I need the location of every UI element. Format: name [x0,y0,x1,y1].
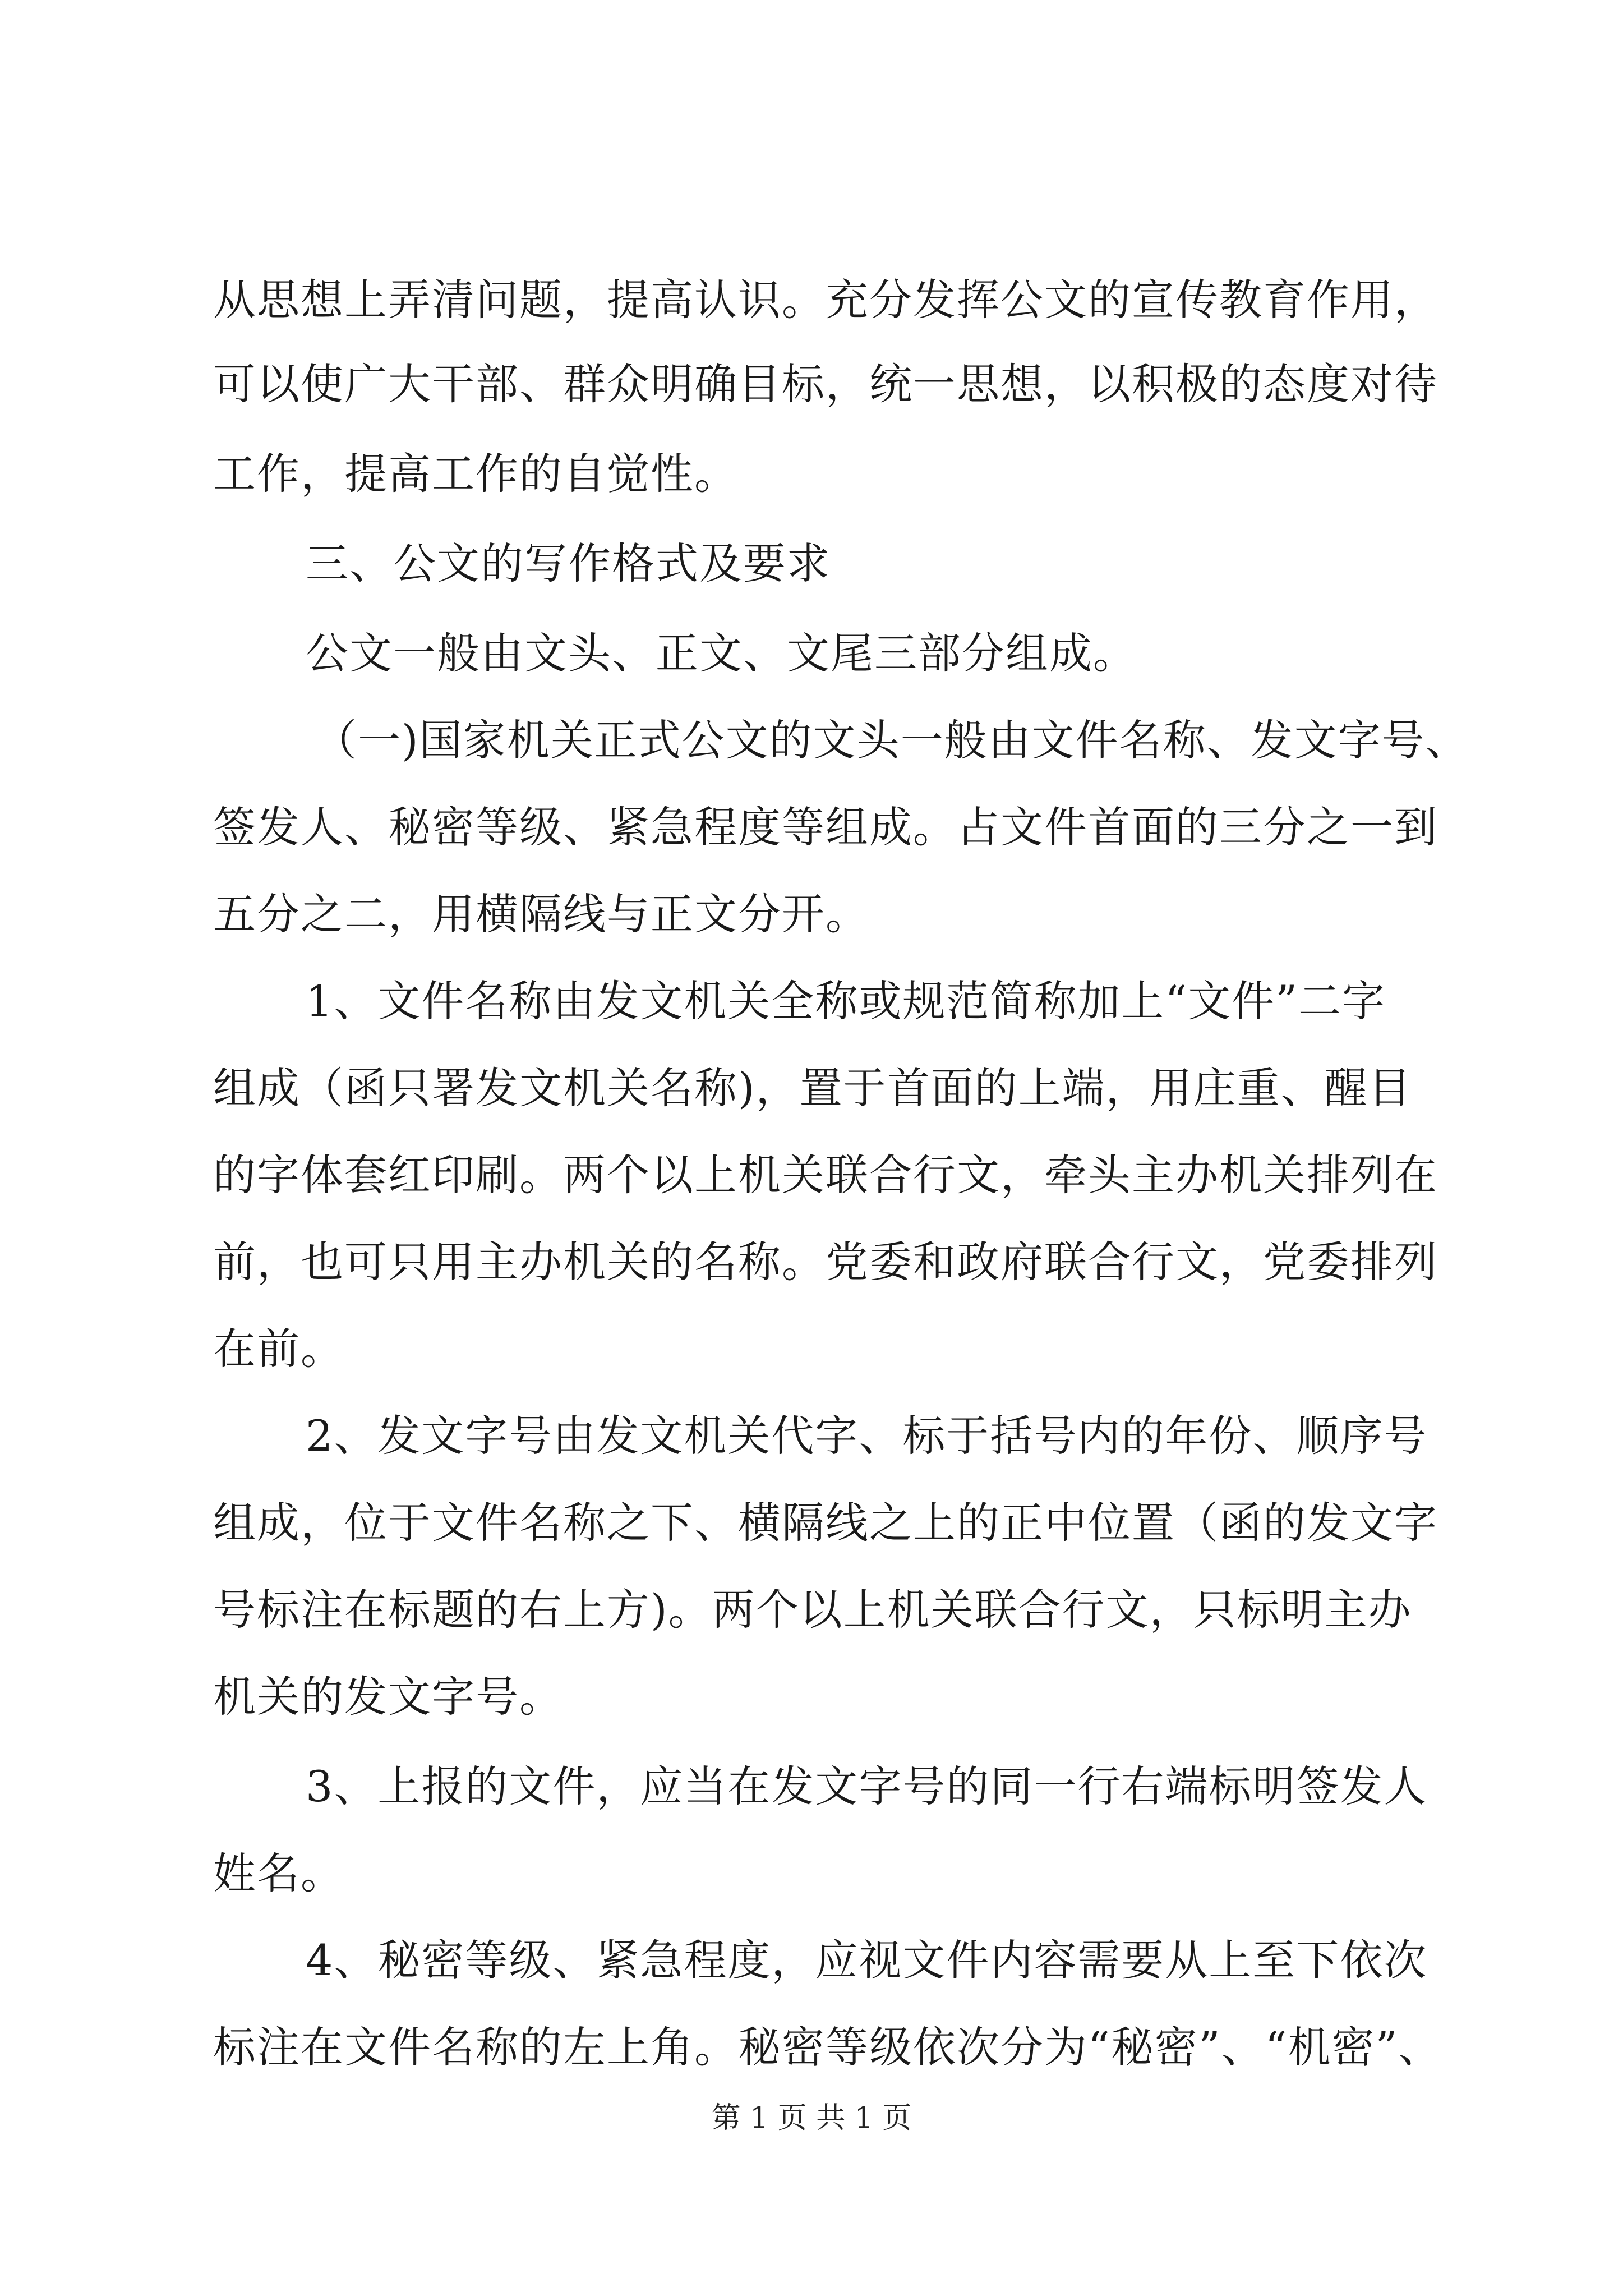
body-line: 前，也可只用主办机关的名称。党委和政府联合行文，党委排列 [213,1237,1438,1287]
body-line: 2、发文字号由发文机关代字、标于括号内的年份、顺序号 [306,1411,1428,1461]
body-line: 工作，提高工作的自觉性。 [213,449,738,499]
body-line: （一)国家机关正式公文的文头一般由文件名称、发文字号、 [314,715,1469,765]
body-line: 组成（函只署发文机关名称)，置于首面的上端，用庄重、醒目 [213,1063,1412,1113]
body-line: 可以使广大干部、群众明确目标，统一思想，以积极的态度对待 [213,359,1438,409]
body-line: 1、文件名称由发文机关全称或规范简称加上“文件”二字 [306,976,1386,1026]
page-number-footer: 第 1 页 共 1 页 [711,2101,912,2135]
body-line: 公文一般由文头、正文、文尾三部分组成。 [306,628,1137,678]
section-heading: 三、公文的写作格式及要求 [306,539,831,588]
body-line: 从思想上弄清问题，提高认识。充分发挥公文的宣传教育作用， [213,275,1438,325]
body-line: 姓名。 [213,1848,344,1898]
body-line: 组成，位于文件名称之下、横隔线之上的正中位置（函的发文字 [213,1498,1438,1548]
body-line: 签发人、秘密等级、紧急程度等组成。占文件首面的三分之一到 [213,802,1438,852]
body-line: 五分之二，用横隔线与正文分开。 [213,889,869,939]
body-line: 机关的发文字号。 [213,1672,563,1722]
body-line: 4、秘密等级、紧急程度，应视文件内容需要从上至下依次 [306,1935,1428,1985]
body-line: 的字体套红印刷。两个以上机关联合行文，牵头主办机关排列在 [213,1150,1438,1200]
body-line: 3、上报的文件，应当在发文字号的同一行右端标明签发人 [306,1761,1428,1811]
body-line: 标注在文件名称的左上角。秘密等级依次分为“秘密”、“机密”、 [213,2022,1442,2072]
body-line: 号标注在标题的右上方)。两个以上机关联合行文，只标明主办 [213,1585,1412,1635]
body-line: 在前。 [213,1324,344,1374]
